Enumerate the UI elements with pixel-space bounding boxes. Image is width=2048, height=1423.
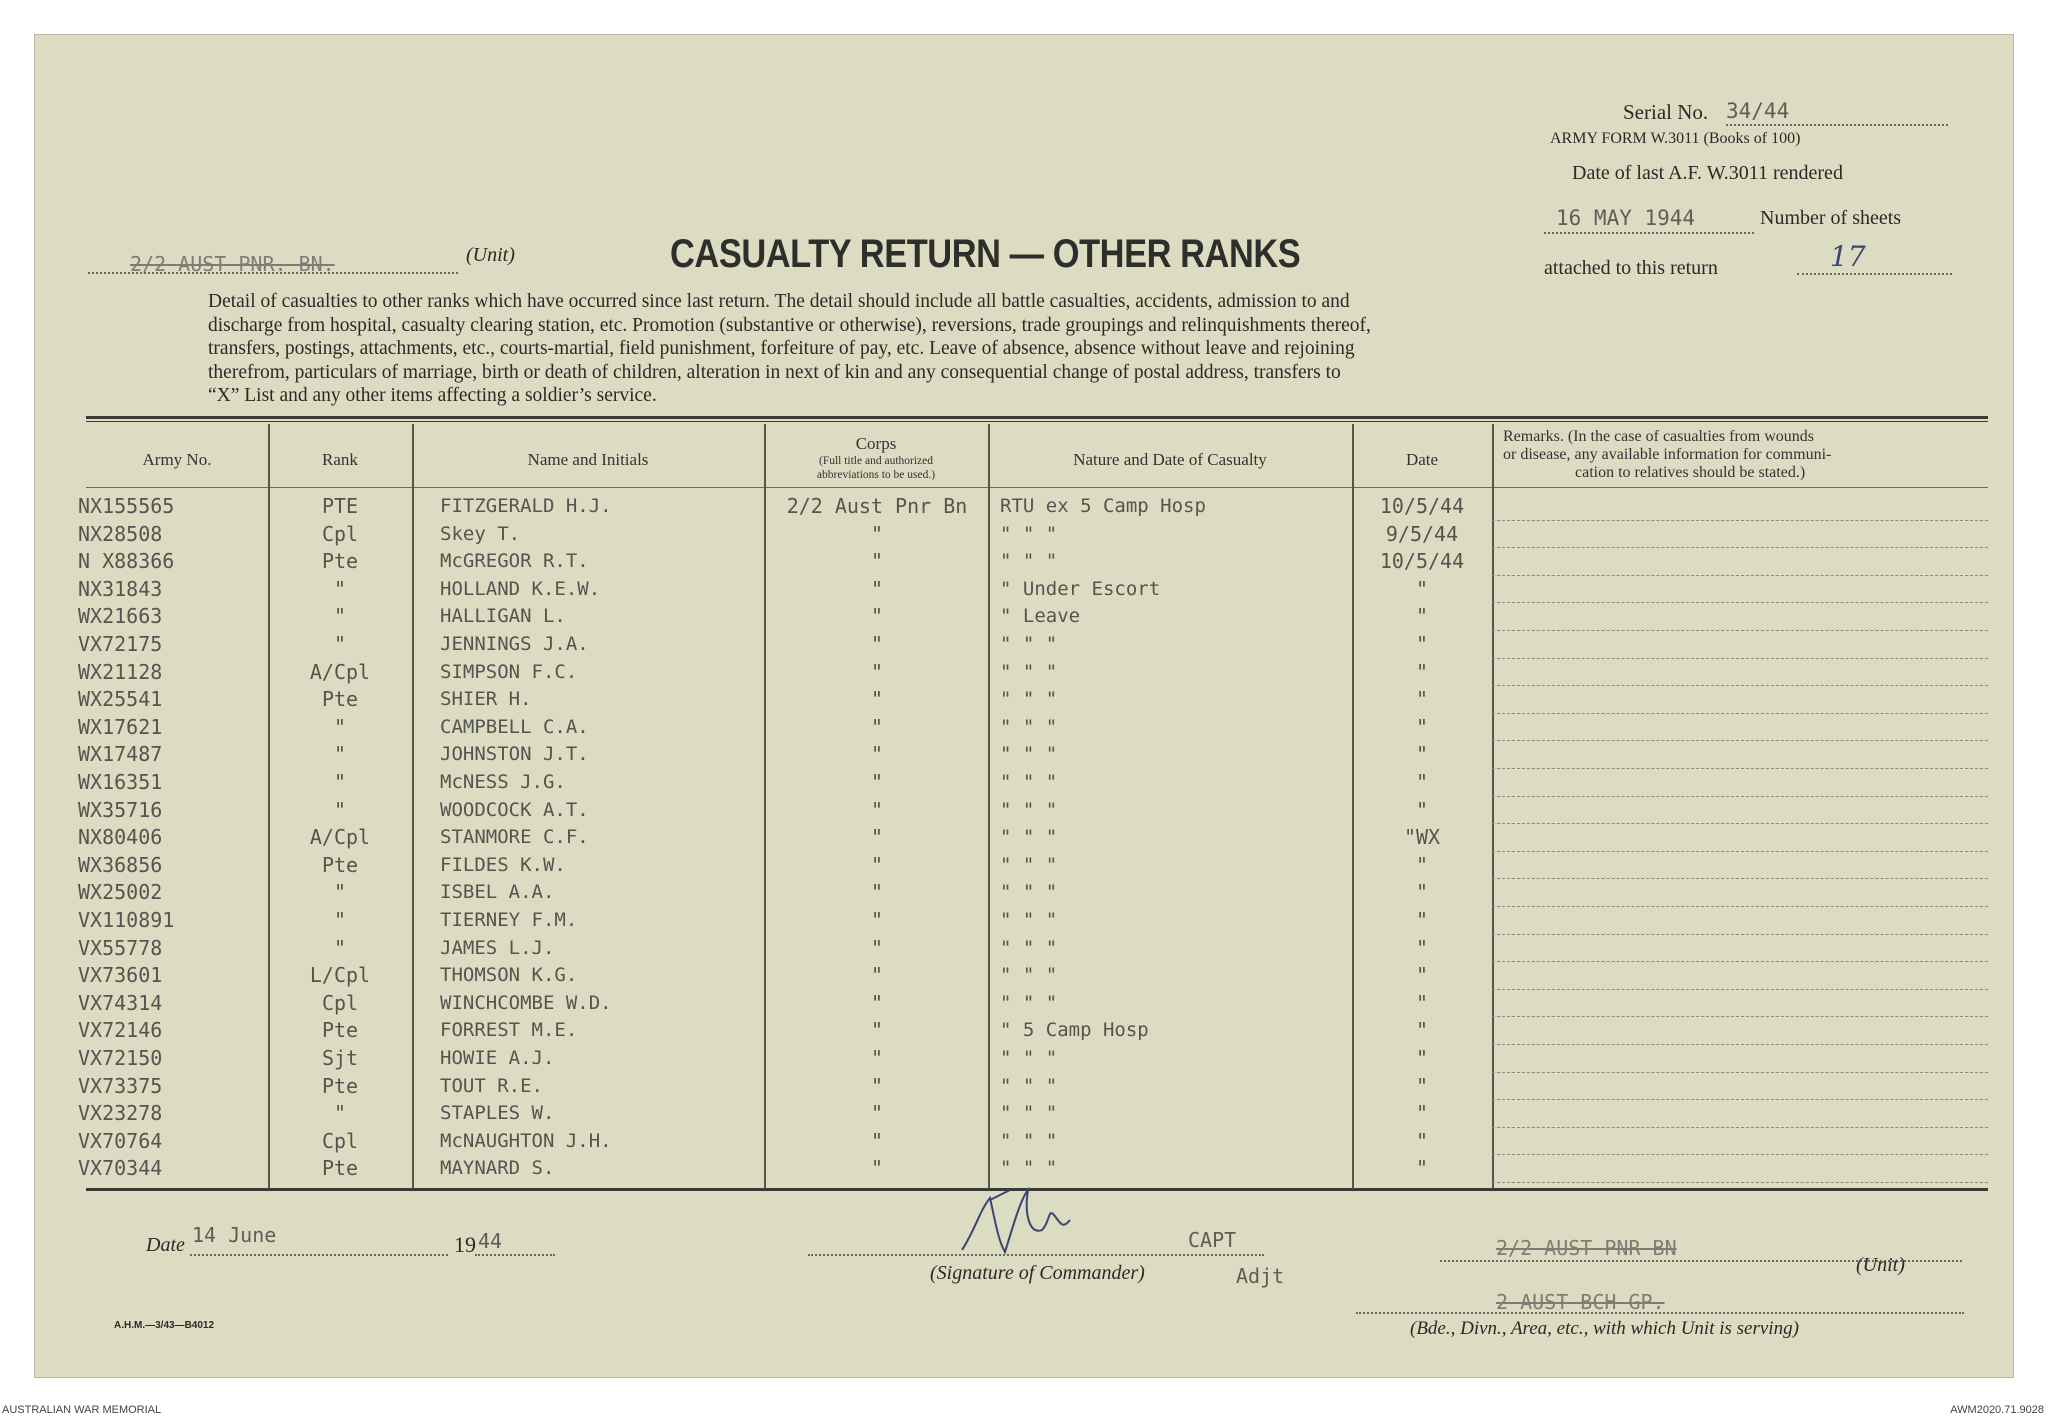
print-code: A.H.M.—3/43—B4012 [114,1320,215,1331]
row-guide-line [1492,1098,1988,1100]
cell-date: " [1415,852,1429,877]
remarks-line: or disease, any available information for communi- [1503,446,1832,463]
cell-nature: " " " [1000,743,1058,766]
row-guide-line [1492,657,1988,659]
cell-nature: " " " [1000,1129,1058,1152]
cell-corps: " [870,521,884,546]
cell-nature: " " " [1000,522,1058,545]
cell-corps: " [870,714,884,739]
cell-nature: " " " [1000,936,1058,959]
cell-name: HALLIGAN L. [440,605,566,628]
column-divider [412,424,414,1189]
attached-label: attached to this return [1544,257,1718,279]
cell-date: 9/5/44 [1385,521,1459,546]
cell-rank: " [333,742,347,767]
header-remarks [1503,428,1831,482]
cell-corps: " [870,825,884,850]
cell-army-no: VX72146 [78,1018,163,1043]
cell-name: SIMPSON F.C. [440,660,578,683]
cell-rank: Cpl [321,990,359,1015]
header-corps: Corps [855,434,897,453]
table-top-rule [86,416,1988,419]
cell-rank: Sjt [321,1046,359,1070]
cell-name: McGREGOR R.T. [440,550,589,573]
cell-corps: " [870,1046,884,1070]
date-last-value: 16 MAY 1944 [1556,206,1696,230]
cell-corps: " [870,852,884,877]
cell-nature: " Leave [1000,605,1081,628]
header-corps-note: abbreviations to be used.) [816,469,936,481]
row-guide-line [1492,601,1988,603]
cell-corps: " [870,632,884,656]
date-last-line [1544,232,1754,234]
cell-rank: " [333,797,347,822]
cell-name: McNAUGHTON J.H. [440,1129,612,1152]
row-guide-line [1492,546,1988,548]
cell-nature: " " " [1000,1157,1058,1180]
formation-line [1356,1312,1964,1314]
cell-corps: " [870,797,884,822]
cell-army-no: VX72175 [78,632,163,656]
cell-date: " [1415,1073,1429,1098]
cell-name: TIERNEY F.M. [440,909,578,931]
cell-corps: " [870,549,884,574]
cell-corps: " [870,1018,884,1043]
cell-rank: Cpl [321,521,359,546]
row-guide-line [1492,739,1988,741]
cell-corps: " [870,1101,884,1126]
bottom-unit-value: 2/2 AUST PNR BN [1496,1236,1677,1260]
army-form-name: ARMY FORM W.3011 (Books of 100) [1550,130,1801,147]
cell-name: CAMPBELL C.A. [440,715,589,738]
cell-name: SHIER H. [440,688,532,711]
cell-corps: " [870,1128,884,1153]
row-guide-line [1492,1043,1988,1045]
cell-name: THOMSON K.G. [440,964,578,987]
cell-corps: " [870,1073,884,1098]
row-guide-line [1492,1181,1988,1183]
cell-corps: 2/2 Aust Pnr Bn [786,494,968,518]
cell-date: " [1415,908,1429,932]
archive-footer-right: AWM2020.71.9028 [1950,1404,2044,1416]
header-date: Date [1405,450,1439,469]
cell-nature: " 5 Camp Hosp [1000,1019,1149,1042]
cell-nature: " " " [1000,909,1058,931]
column-divider [1492,424,1494,1189]
row-guide-line [1492,960,1988,962]
cell-army-no: WX35716 [78,797,163,822]
cell-name: FITZGERALD H.J. [440,495,612,517]
cell-nature: " " " [1000,991,1058,1014]
remarks-line: Remarks. (In the case of casualties from wounds [1503,428,1815,445]
cell-name: HOWIE A.J. [440,1047,555,1069]
cell-date: " [1415,742,1429,767]
cell-corps: " [870,908,884,932]
cell-rank: Pte [321,1073,359,1098]
cell-corps: " [870,687,884,712]
cell-date: " [1415,1046,1429,1070]
cell-rank: A/Cpl [309,825,371,850]
sheets-label: Number of sheets [1760,207,1902,229]
cell-corps: " [870,935,884,960]
signature-label: (Signature of Commander) [930,1262,1145,1284]
cell-rank: " [333,604,347,629]
cell-corps: " [870,604,884,629]
cell-army-no: VX70764 [78,1128,163,1153]
form-title: CASUALTY RETURN — OTHER RANKS [670,232,1301,276]
cell-rank: " [333,908,347,932]
cell-army-no: VX110891 [78,908,175,932]
cell-date: " [1415,797,1429,822]
cell-name: HOLLAND K.E.W. [440,577,601,600]
header-nature: Nature and Date of Casualty [1073,450,1267,469]
row-guide-line [1492,1015,1988,1017]
header-name: Name and Initials [527,450,649,469]
row-guide-line [1492,877,1988,879]
cell-name: Skey T. [440,522,521,545]
cell-date: " [1415,990,1429,1015]
cell-nature: " " " [1000,1074,1058,1097]
row-guide-line [1492,905,1988,907]
bottom-unit-label: (Unit) [1856,1254,1905,1276]
cell-rank: " [333,576,347,601]
cell-nature: " " " [1000,1102,1058,1125]
cell-army-no: NX155565 [78,494,175,518]
cell-army-no: VX23278 [78,1101,163,1126]
cell-rank: " [333,714,347,739]
signature-line [808,1254,1264,1256]
cell-nature: " " " [1000,964,1058,987]
cell-nature: " " " [1000,550,1058,573]
header-army-no: Army No. [142,450,212,469]
cell-rank: " [333,632,347,656]
row-guide-line [1492,988,1988,990]
cell-army-no: WX25541 [78,687,163,712]
attached-line [1797,273,1952,275]
cell-rank: Pte [321,852,359,877]
serial-label: Serial No. [1623,100,1709,124]
cell-army-no: NX28508 [78,521,163,546]
cell-army-no: WX25002 [78,880,163,905]
row-guide-line [1492,712,1988,714]
cell-army-no: WX17621 [78,714,163,739]
unit-line [88,272,458,274]
row-guide-line [1492,519,1988,521]
cell-date: 10/5/44 [1379,494,1465,518]
date-value: 14 June [192,1223,277,1247]
cell-army-no: WX36856 [78,852,163,877]
cell-army-no: VX55778 [78,935,163,960]
cell-army-no: VX73375 [78,1073,163,1098]
cell-nature: " " " [1000,771,1058,793]
cell-date: " [1415,632,1429,656]
instructions [208,290,1371,408]
cell-name: WOODCOCK A.T. [440,798,589,821]
cell-date: " [1415,963,1429,988]
cell-name: STAPLES W. [440,1102,555,1125]
cell-name: FORREST M.E. [440,1019,578,1042]
archive-footer-left: AUSTRALIAN WAR MEMORIAL [2,1404,162,1416]
unit-label: (Unit) [466,244,515,266]
cell-rank: Pte [321,549,359,574]
instruction-line: therefrom, particulars of marriage, birth or death of children, alteration in next of kin and any consequential change of postal address, transfers to [208,361,1341,383]
cell-army-no: WX21663 [78,604,163,629]
date-line [190,1254,448,1256]
attached-value: 17 [1830,240,1866,273]
cell-date: " [1415,1018,1429,1043]
instruction-line: transfers, postings, attachments, etc., courts-martial, field punishment, forfeiture of pay, etc. Leave of absence, absence without leave and rejoining [208,338,1355,359]
year-prefix: 19 [454,1232,476,1257]
year-value: 44 [478,1229,503,1253]
cell-corps: " [870,742,884,767]
row-guide-line [1492,1126,1988,1128]
row-guide-line [1492,850,1988,852]
row-guide-line [1492,1153,1988,1155]
cell-nature: RTU ex 5 Camp Hosp [1000,495,1206,517]
row-guide-line [1492,629,1988,631]
cell-nature: " " " [1000,660,1058,683]
cell-name: McNESS J.G. [440,771,566,793]
cell-army-no: NX31843 [78,576,163,601]
cell-name: TOUT R.E. [440,1074,543,1097]
cell-army-no: N X88366 [78,549,175,574]
serial-value: 34/44 [1726,99,1790,123]
cell-date: " [1415,604,1429,629]
cell-rank: " [333,935,347,960]
cell-army-no: VX73601 [78,963,163,988]
cell-nature: " " " [1000,1047,1058,1069]
instruction-line: Detail of casualties to other ranks which have occurred since last return. The detail should include all battle casualties, accidents, admission to and [208,291,1350,312]
cell-rank: " [333,1101,347,1126]
cell-corps: " [870,770,884,794]
cell-date: "WX [1403,825,1441,850]
cell-corps: " [870,1156,884,1181]
cell-date: " [1415,714,1429,739]
cell-nature: " " " [1000,633,1058,655]
cell-nature: " " " [1000,826,1058,849]
row-guide-line [1492,684,1988,686]
cell-rank: " [333,770,347,794]
date-label: Date [146,1234,185,1256]
cell-army-no: VX70344 [78,1156,163,1181]
cell-army-no: VX72150 [78,1046,163,1070]
cell-date: " [1415,1101,1429,1126]
cell-nature: " " " [1000,798,1058,821]
cell-date: " [1415,935,1429,960]
cell-date: " [1415,1156,1429,1181]
cell-nature: " " " [1000,715,1058,738]
rank-value: CAPT [1188,1228,1237,1252]
year-line [475,1254,555,1256]
cell-date: " [1415,687,1429,712]
cell-nature: " " " [1000,853,1058,876]
cell-corps: " [870,576,884,601]
cell-army-no: VX74314 [78,990,163,1015]
cell-name: FILDES K.W. [440,853,566,876]
header-rank: Rank [322,450,358,469]
cell-rank: PTE [321,494,359,518]
cell-name: WINCHCOMBE W.D. [440,991,612,1014]
cell-name: MAYNARD S. [440,1157,555,1180]
cell-name: JENNINGS J.A. [440,633,589,655]
remarks-line: cation to relatives should be stated.) [1575,464,1806,481]
cell-rank: Pte [321,1156,359,1181]
cell-date: " [1415,659,1429,684]
cell-army-no: WX17487 [78,742,163,767]
column-divider [988,424,990,1189]
header-bottom-rule [86,487,1988,488]
cell-date: " [1415,576,1429,601]
cell-rank: Pte [321,1018,359,1043]
table-top-rule-thin [86,421,1988,422]
formation-value: 2 AUST BCH GP. [1496,1290,1665,1314]
cell-rank: Cpl [321,1128,359,1153]
cell-corps: " [870,659,884,684]
cell-army-no: WX21128 [78,659,163,684]
adjt-value: Adjt [1236,1264,1285,1288]
unit-value: 2/2 AUST PNR. BN. [130,252,335,276]
cell-rank: " [333,880,347,905]
formation-label: (Bde., Divn., Area, etc., with which Unit is serving) [1410,1318,1799,1339]
instruction-line: “X” List and any other items affecting a soldier’s service. [208,385,657,406]
cell-name: STANMORE C.F. [440,826,589,849]
cell-corps: " [870,880,884,905]
cell-army-no: NX80406 [78,825,163,850]
cell-date: 10/5/44 [1379,549,1465,574]
cell-corps: " [870,990,884,1015]
cell-corps: " [870,963,884,988]
serial-line [1726,124,1948,126]
date-last-label: Date of last A.F. W.3011 rendered [1572,162,1843,184]
cell-rank: A/Cpl [309,659,371,684]
row-guide-line [1492,574,1988,576]
row-guide-line [1492,1071,1988,1073]
cell-rank: L/Cpl [309,963,371,988]
cell-name: ISBEL A.A. [440,881,555,904]
row-guide-line [1492,933,1988,935]
header-corps-note: (Full title and authorized [818,455,933,467]
row-guide-line [1492,795,1988,797]
cell-nature: " Under Escort [1000,577,1161,600]
cell-name: JOHNSTON J.T. [440,743,589,766]
cell-date: " [1415,880,1429,905]
cell-name: JAMES L.J. [440,936,555,959]
cell-army-no: WX16351 [78,770,163,794]
instruction-line: discharge from hospital, casualty clearing station, etc. Promotion (substantive or otherwise), reversions, trade groupings and relinquishments thereof, [208,314,1371,336]
cell-date: " [1415,770,1429,794]
row-guide-line [1492,822,1988,824]
cell-nature: " " " [1000,881,1058,904]
cell-rank: Pte [321,687,359,712]
cell-date: " [1415,1128,1429,1153]
cell-nature: " " " [1000,688,1058,711]
row-guide-line [1492,767,1988,769]
